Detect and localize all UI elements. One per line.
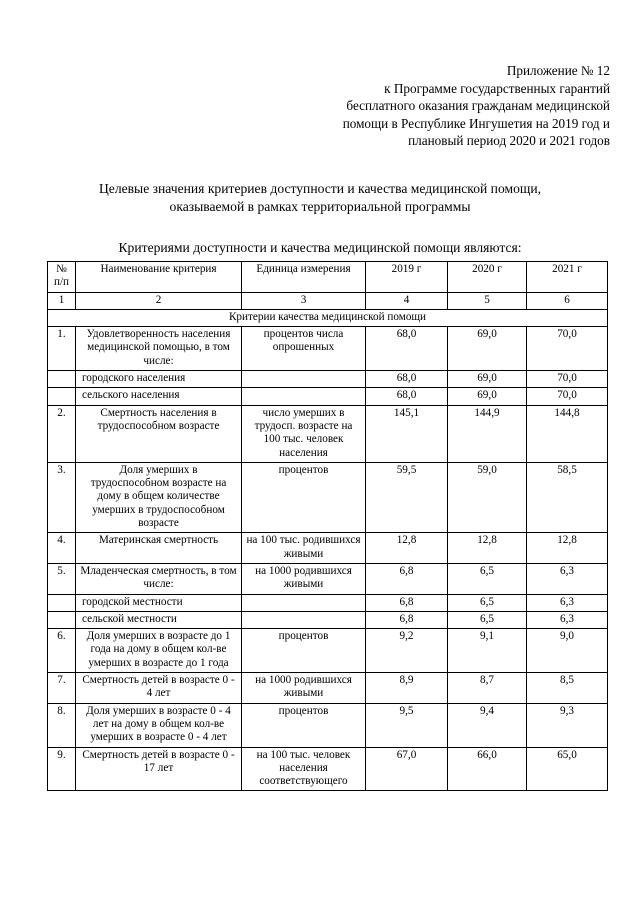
row-value-2019: 6,8: [366, 594, 448, 611]
row-criterion: Младенческая смертность, в том числе:: [76, 563, 242, 594]
row-value-2021: 12,8: [527, 533, 608, 564]
row-value-2019: 6,8: [366, 611, 448, 628]
table-row: [48, 629, 608, 673]
appendix-block: [270, 62, 610, 150]
appendix-line: бесплатного оказания гражданам медицинской: [346, 98, 610, 114]
row-unit: [242, 388, 366, 405]
section-row: [48, 309, 608, 326]
row-value-2020: 9,4: [448, 703, 527, 747]
row-value-2019: 67,0: [366, 747, 448, 791]
row-num: [48, 611, 76, 628]
row-value-2021: 144,8: [527, 405, 608, 462]
index-cell: 4: [366, 292, 448, 309]
row-criterion: Доля умерших в возрасте до 1 года на дому в общем кол-ве умерших в возрасте до 1 года: [76, 629, 242, 673]
table-row: [48, 611, 608, 628]
row-num: 5.: [48, 563, 76, 594]
row-unit: процентов: [242, 462, 366, 532]
row-value-2020: 8,7: [448, 673, 527, 704]
row-value-2021: 70,0: [527, 371, 608, 388]
row-value-2020: 69,0: [448, 388, 527, 405]
row-value-2021: 8,5: [527, 673, 608, 704]
row-value-2019: 68,0: [366, 371, 448, 388]
row-value-2021: 6,3: [527, 611, 608, 628]
criteria-table: [47, 261, 608, 791]
table-row: [48, 327, 608, 371]
row-unit: [242, 371, 366, 388]
row-criterion: сельского населения: [76, 388, 242, 405]
row-num: 7.: [48, 673, 76, 704]
row-unit: [242, 611, 366, 628]
index-cell: 5: [448, 292, 527, 309]
row-value-2019: 8,9: [366, 673, 448, 704]
index-cell: 3: [242, 292, 366, 309]
header-2019: 2019 г: [366, 262, 448, 293]
row-value-2020: 6,5: [448, 611, 527, 628]
row-num: [48, 388, 76, 405]
document-title: [20, 180, 620, 215]
section-title: Критерии качества медицинской помощи: [48, 309, 608, 326]
table-row: [48, 747, 608, 791]
row-unit: процентов: [242, 629, 366, 673]
row-unit: на 100 тыс. родившихся живыми: [242, 533, 366, 564]
index-cell: 1: [48, 292, 76, 309]
row-num: 2.: [48, 405, 76, 462]
row-unit: процентов числа опрошенных: [242, 327, 366, 371]
header-unit: Единица измерения: [242, 262, 366, 293]
header-criterion: Наименование критерия: [76, 262, 242, 293]
appendix-line: помощи в Республике Ингушетия на 2019 год и: [342, 115, 610, 131]
row-num: 4.: [48, 533, 76, 564]
row-value-2021: 9,3: [527, 703, 608, 747]
row-value-2021: 70,0: [527, 327, 608, 371]
row-value-2020: 6,5: [448, 563, 527, 594]
row-value-2019: 68,0: [366, 327, 448, 371]
row-unit: на 1000 родившихся живыми: [242, 563, 366, 594]
row-num: 1.: [48, 327, 76, 371]
table-row: [48, 703, 608, 747]
title-line-2: оказываемой в рамках территориальной программы: [169, 198, 471, 214]
table-row: [48, 673, 608, 704]
row-num: [48, 371, 76, 388]
row-value-2021: 9,0: [527, 629, 608, 673]
row-num: 6.: [48, 629, 76, 673]
appendix-line: плановый период 2020 и 2021 годов: [408, 133, 610, 149]
table-row: [48, 388, 608, 405]
row-value-2019: 6,8: [366, 563, 448, 594]
row-value-2020: 69,0: [448, 327, 527, 371]
index-cell: 6: [527, 292, 608, 309]
row-value-2020: 9,1: [448, 629, 527, 673]
header-num: № п/п: [48, 262, 76, 293]
row-value-2019: 59,5: [366, 462, 448, 532]
row-criterion: Доля умерших в трудоспособном возрасте на дому в общем количестве умерших в трудоспособном возрасте: [76, 462, 242, 532]
appendix-line: к Программе государственных гарантий: [384, 80, 610, 96]
row-value-2021: 58,5: [527, 462, 608, 532]
row-criterion: Смертность населения в трудоспособном возрасте: [76, 405, 242, 462]
table-row: [48, 371, 608, 388]
header-2021: 2021 г: [527, 262, 608, 293]
row-value-2021: 6,3: [527, 594, 608, 611]
intro-text: Критериями доступности и качества медицинской помощи являются:: [118, 240, 522, 255]
table-row: [48, 594, 608, 611]
row-value-2020: 59,0: [448, 462, 527, 532]
table-header-row: [48, 262, 608, 293]
row-value-2020: 69,0: [448, 371, 527, 388]
row-unit: на 100 тыс. человек населения соответствующего: [242, 747, 366, 791]
row-criterion: Смертность детей в возрасте 0 - 4 лет: [76, 673, 242, 704]
row-value-2019: 9,2: [366, 629, 448, 673]
row-value-2021: 65,0: [527, 747, 608, 791]
table-row: [48, 533, 608, 564]
row-value-2020: 12,8: [448, 533, 527, 564]
table-row: [48, 462, 608, 532]
appendix-line: Приложение № 12: [506, 63, 610, 78]
row-criterion: Удовлетворенность населения медицинской помощью, в том числе:: [76, 327, 242, 371]
row-value-2019: 9,5: [366, 703, 448, 747]
row-unit: число умерших в трудосп. возрасте на 100 тыс. человек населения: [242, 405, 366, 462]
table-index-row: [48, 292, 608, 309]
row-criterion: сельской местности: [76, 611, 242, 628]
row-value-2021: 6,3: [527, 563, 608, 594]
row-criterion: Материнская смертность: [76, 533, 242, 564]
title-line-1: Целевые значения критериев доступности и качества медицинской помощи,: [98, 181, 542, 196]
row-criterion: Доля умерших в возрасте 0 - 4 лет на дому в общем кол-ве умерших в возрасте 0 - 4 лет: [76, 703, 242, 747]
row-num: 9.: [48, 747, 76, 791]
table-row: [48, 405, 608, 462]
row-value-2021: 70,0: [527, 388, 608, 405]
row-criterion: городской местности: [76, 594, 242, 611]
index-cell: 2: [76, 292, 242, 309]
row-unit: [242, 594, 366, 611]
row-unit: на 1000 родившихся живыми: [242, 673, 366, 704]
row-criterion: городского населения: [76, 371, 242, 388]
row-value-2019: 145,1: [366, 405, 448, 462]
row-value-2019: 68,0: [366, 388, 448, 405]
row-value-2020: 6,5: [448, 594, 527, 611]
row-unit: процентов: [242, 703, 366, 747]
row-num: 8.: [48, 703, 76, 747]
row-value-2020: 144,9: [448, 405, 527, 462]
header-2020: 2020 г: [448, 262, 527, 293]
row-value-2020: 66,0: [448, 747, 527, 791]
table-row: [48, 563, 608, 594]
row-num: 3.: [48, 462, 76, 532]
row-num: [48, 594, 76, 611]
row-criterion: Смертность детей в возрасте 0 - 17 лет: [76, 747, 242, 791]
row-value-2019: 12,8: [366, 533, 448, 564]
